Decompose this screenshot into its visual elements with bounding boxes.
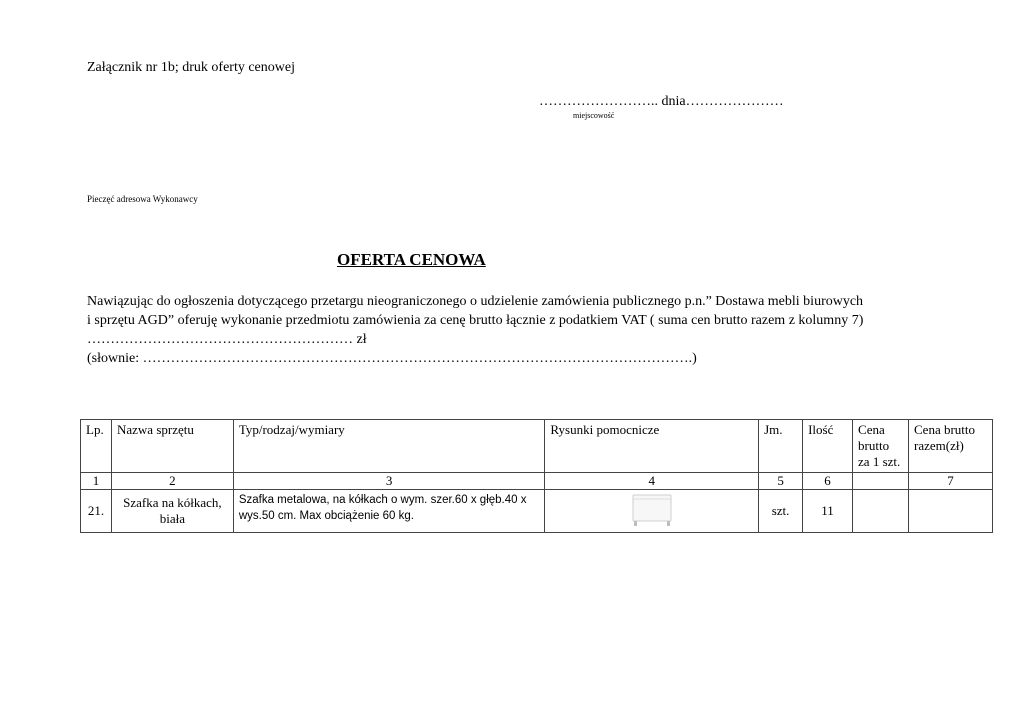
contractor-stamp-caption: Pieczęć adresowa Wykonawcy (87, 194, 198, 204)
offer-body-line: ………………………………………………… zł (87, 332, 367, 347)
table-header-row (81, 420, 993, 473)
price-table (80, 419, 993, 533)
row-name: Szafka na kółkach, biała (111, 490, 233, 533)
offer-body (87, 292, 863, 368)
header-unit: Jm. (759, 420, 803, 473)
column-number (853, 473, 909, 490)
row-spec: Szafka metalowa, na kółkach o wym. szer.60 x głęb.40 x wys.50 cm. Max obciążenie 60 kg. (233, 490, 545, 533)
cabinet-drawing-icon (630, 493, 674, 529)
place-date-line: …………………….. dnia………………… (539, 94, 784, 109)
header-unit-price: Cena brutto za 1 szt. (853, 420, 909, 473)
offer-title: OFERTA CENOWA (337, 250, 486, 269)
header-qty: Ilość (803, 420, 853, 473)
table-row (81, 490, 993, 533)
offer-body-line: Nawiązując do ogłoszenia dotyczącego przetargu nieograniczonego o udzielenie zamówienia publicznego p.n.” Dostawa mebli biurowych (87, 294, 864, 309)
row-unit: szt. (759, 490, 803, 533)
column-number: 4 (545, 473, 759, 490)
row-lp: 21. (81, 490, 112, 533)
offer-body-line: (słownie: ……………………………………………………………………………………………………….) (87, 351, 697, 366)
column-number: 7 (909, 473, 993, 490)
place-caption: miejscowość (573, 111, 615, 120)
column-number: 3 (233, 473, 545, 490)
column-number: 5 (759, 473, 803, 490)
header-spec: Typ/rodzaj/wymiary (233, 420, 545, 473)
row-qty: 11 (803, 490, 853, 533)
header-total-price: Cena brutto razem(zł) (909, 420, 993, 473)
row-unit-price (853, 490, 909, 533)
row-total-price (909, 490, 993, 533)
row-drawing (545, 490, 759, 533)
column-number-row (81, 473, 993, 490)
column-number: 6 (803, 473, 853, 490)
column-number: 1 (81, 473, 112, 490)
offer-body-line: i sprzętu AGD” oferuję wykonanie przedmiotu zamówienia za cenę brutto łącznie z podatkiem VAT ( suma cen brutto razem z kolumny 7) (87, 313, 864, 328)
header-drawings: Rysunki pomocnicze (545, 420, 759, 473)
annex-title: Załącznik nr 1b; druk oferty cenowej (87, 60, 295, 75)
column-number: 2 (111, 473, 233, 490)
header-name: Nazwa sprzętu (111, 420, 233, 473)
header-lp: Lp. (81, 420, 112, 473)
